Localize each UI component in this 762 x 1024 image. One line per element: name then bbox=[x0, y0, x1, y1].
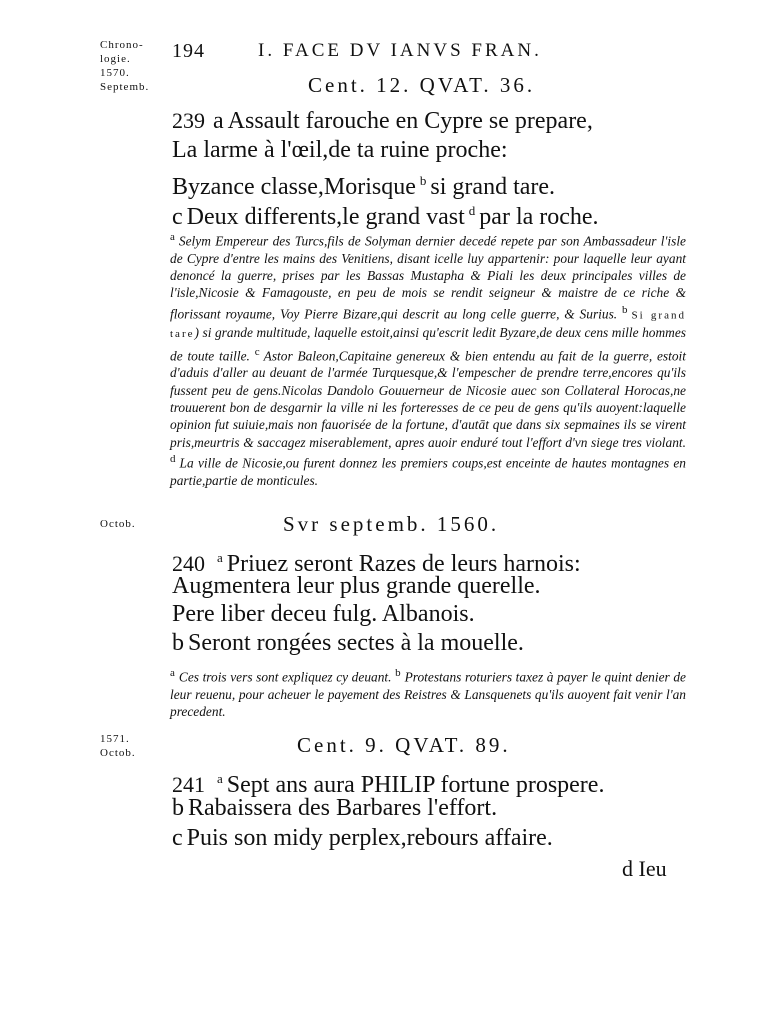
running-head: I. FACE DV IANVS FRAN. bbox=[258, 40, 542, 61]
note-letter: b bbox=[395, 667, 401, 679]
verse-text: La larme à l'œil,de ta ruine proche: bbox=[172, 137, 508, 163]
margin-line: logie. bbox=[100, 53, 131, 65]
chronology-margin-note bbox=[100, 38, 178, 94]
verse-line bbox=[172, 627, 524, 660]
commentary-block bbox=[170, 665, 686, 720]
note-letter: b bbox=[622, 303, 628, 316]
note-letter: b bbox=[172, 795, 184, 821]
commentary-text: La ville de Nicosie,ou furent donnez les premiers coups,est enceinte de hautes montagnes en partie,partie de monticules. bbox=[170, 455, 686, 488]
verse-text: Seront rongées sectes à la mouelle. bbox=[188, 630, 524, 656]
verse-text: Deux differents,le grand vast bbox=[186, 204, 465, 230]
verse-text: Byzance classe,Morisque bbox=[172, 174, 416, 200]
page-number: 194 bbox=[172, 40, 205, 62]
verse-line bbox=[172, 822, 553, 855]
quatrain-number: 241 bbox=[172, 772, 205, 797]
verse-text: Puis son midy perplex,rebours affaire. bbox=[186, 825, 553, 851]
margin-line: Septemb. bbox=[100, 81, 150, 93]
verse-text: par la roche. bbox=[479, 204, 599, 230]
margin-line: 1571. bbox=[100, 733, 130, 745]
note-letter: b bbox=[172, 630, 184, 656]
quatrain-number: 239 bbox=[172, 108, 205, 133]
commentary-text: Protestans roturiers taxez à payer le quint denier de leur reuenu, pour acheuer le payement des Reistres & Lansquenets qu'ils auoyent fait venir l'an precedent. bbox=[170, 669, 686, 720]
margin-line: Chrono- bbox=[100, 39, 144, 51]
note-letter: d bbox=[170, 452, 176, 465]
catchword: d Ieu bbox=[622, 856, 667, 881]
note-letter: c bbox=[254, 345, 260, 358]
verse-line bbox=[172, 792, 497, 825]
note-letter: a bbox=[170, 667, 175, 679]
note-letter: c bbox=[172, 825, 183, 851]
chronology-margin-note: Octob. bbox=[100, 518, 136, 530]
note-marker: a bbox=[217, 771, 223, 786]
verse-text: Sept ans aura PHILIP fortune prospere. bbox=[226, 772, 605, 798]
quatrain-heading: Cent. 9. QVAT. 89. bbox=[297, 733, 511, 757]
note-marker: d bbox=[468, 203, 476, 218]
verse-text: Pere liber deceu fulg. Albanois. bbox=[172, 601, 475, 627]
commentary-text: Ces trois vers sont expliquez cy deuant. bbox=[178, 669, 392, 685]
commentary-block bbox=[170, 229, 686, 489]
verse-text: Augmentera leur plus grande querelle. bbox=[172, 573, 541, 599]
verse-text: Priuez seront Razes de leurs harnois: bbox=[226, 551, 581, 577]
chronology-margin-note bbox=[100, 732, 136, 760]
quatrain-number: 240 bbox=[172, 551, 205, 576]
margin-line: 1570. bbox=[100, 67, 130, 79]
verse-text: si grand tare. bbox=[430, 174, 556, 200]
note-letter: a bbox=[213, 108, 224, 134]
note-letter: c bbox=[172, 204, 183, 230]
verse-line bbox=[172, 134, 508, 167]
quatrain-heading: Cent. 12. QVAT. 36. bbox=[308, 73, 536, 97]
verse-text: Rabaissera des Barbares l'effort. bbox=[188, 795, 498, 821]
note-letter: a bbox=[170, 231, 175, 243]
verse-line bbox=[172, 194, 599, 234]
commentary-caps: Si grand tare bbox=[170, 309, 686, 341]
note-marker: b bbox=[419, 173, 427, 188]
quatrain-heading: Svr septemb. 1560. bbox=[283, 512, 500, 536]
commentary-text: Astor Baleon,Capitaine genereux & bien entendu au fait de la guerre, estoit d'aduis d'aller au deuant de l'armée Turquesque,& l'empescher de prendre terre,encores qu'ils fussent peu de gens.Nicolas Dandolo Gouuerneur de Nicosie auec son Collateral Horocas,ne trouuerent bon de desgarnir la ville ni les forteresses de ce peu de gens qu'ils auoyent:laquelle opinion fut suiuie,mais non fauorisée de la fortune, d'autāt que dans six sepmaines ils se virent pris,meurtris & saccagez miserablement, apres auoir enduré tout l'effort d'vn siege tres violant. bbox=[170, 348, 687, 450]
verse-line bbox=[172, 104, 593, 138]
commentary-text: Selym Empereur des Turcs,fils de Solyman dernier decedé repete par son Ambassadeur l'isle de Cypre d'entre les mains des Venitiens, disant icelle luy appartenir: pour laquelle leur ayant denoncé la guerre, prises par les Bassas Mustapha & Piali les deux principales villes de l'isle,Nicosie & Famagouste, en peu de mois se rendit seigneur & maistre de ce riche & florissant royaume, Voy Pierre Bizare,qui descrit au long celle guerre, & Surius. bbox=[170, 233, 686, 322]
note-marker: a bbox=[217, 550, 223, 565]
commentary-text: ) si grande multitude, laquelle estoit,ainsi qu'escrit ledit Byzare,de deux cens mille hommes de toute taille. bbox=[170, 325, 686, 364]
verse-text: Assault farouche en Cypre se prepare, bbox=[227, 108, 593, 134]
margin-line: Octob. bbox=[100, 747, 136, 759]
